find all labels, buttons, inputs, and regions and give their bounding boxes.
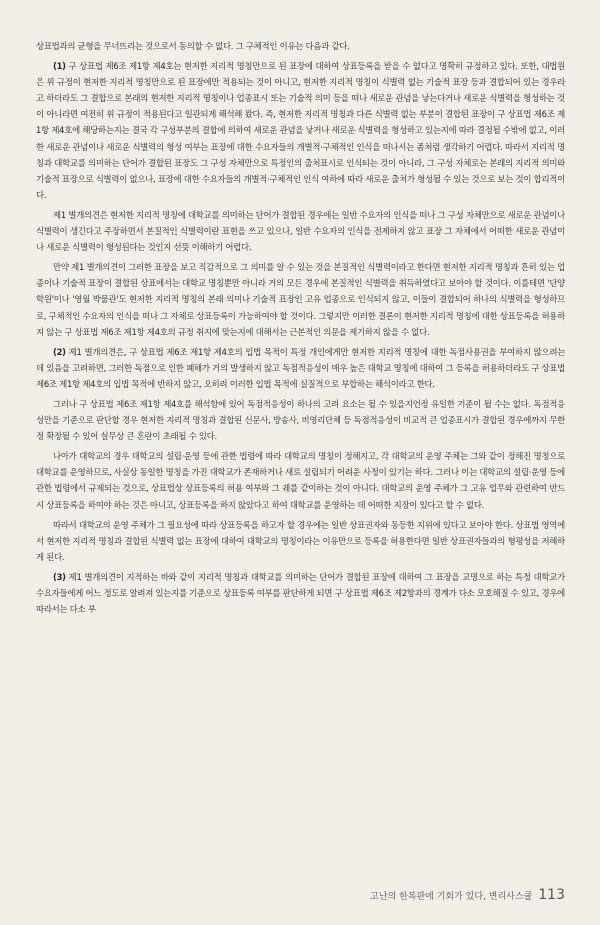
paragraph-text: 나아가 대학교의 경우 대학교의 설립·운영 등에 관한 법령에 따라 대학교의 명칭이 정해지고, 각 대학교의 운영 주체는 그와 같이 정해진 명칭으로 대학교를 운영하므로, 사실상 동일한 명칭을 가진 대학교가 존재하거나 새로 설립되기 어려운 사정이 있기는 하다. 그러나 이는 대학교의 설립·운영 등에 관한 법령에서 규제되는 것으로, 상표법상 상표등록의 허용 여부와 그 궤를 같이하는 것이 아니다. 대학교의 운영 주체가 그 고유 업무와 관련하여 반드시 상표등록을 하여야 하는 것은 아니고, 상표등록을 하지 않았다고 하여 대학교를 운영하는 데 어떠한 지장이 있다고 할 수 없다. (36, 451, 565, 510)
paragraph-5 (36, 344, 565, 392)
paragraph-text: 만약 제1 별개의견이 그러한 표장을 보고 직감적으로 그 의미를 알 수 있는 것을 본질적인 식별력이라고 한다면 현저한 지리적 명칭과 흔히 있는 업종이나 기술적 표장이 결합된 상표에서는 대학교 명칭뿐만 아니라 거의 모든 경우에 본질적인 식별력을 취득하였다고 보아야 할 것이다. 이를테면 '단양 학원'이나 '영월 박물관'도 현저한 지리적 명칭의 본래 의미나 기술적 표장인 고유 업종으로 인식되지 않고, 이들이 결합되어 하나의 식별력을 형성하므로, 구체적인 수요자의 인식을 떠나 그 자체로 상표등록이 가능하여야 할 것이다. 그렇지만 이러한 결론이 현저한 지리적 명칭에 대한 상표등록을 허용하지 않는 구 상표법 제6조 제1항 제4호의 규정 취지에 맞는지에 대해서는 근본적인 의문을 제기하지 않을 수 없다. (36, 262, 565, 337)
body-text (36, 38, 565, 621)
paragraph-7 (36, 448, 565, 512)
page-number: 113 (538, 887, 565, 903)
paragraph-text: 제1 별개의견은 현저한 지리적 명칭에 대학교를 의미하는 단어가 결합된 경우에는 일반 수요자의 인식을 떠나 그 구성 자체만으로 새로운 관념이나 식별력이 생긴다고 주장하면서 본질적인 식별력이란 표현을 쓰고 있으나, 일반 수요자의 인식을 전제하지 않고 표장 그 자체에서 어떠한 새로운 관념이나 새로운 식별력이 형성된다는 것인지 선뜻 이해하기 어렵다. (36, 209, 565, 253)
paragraph-text: 상표법과의 균형을 무너뜨리는 것으로서 동의할 수 없다. 그 구체적인 이유는 다음과 같다. (36, 41, 350, 51)
page-footer (310, 887, 565, 903)
paragraph-9 (36, 569, 565, 617)
paragraph-1 (36, 38, 565, 54)
paragraph-2 (36, 58, 565, 203)
paragraph-6 (36, 396, 565, 444)
paragraph-3 (36, 207, 565, 255)
section-number: (3) (53, 571, 66, 582)
section-number: (1) (53, 61, 66, 72)
paragraph-8 (36, 517, 565, 565)
section-number: (2) (53, 346, 66, 357)
running-title: 고난의 한복판에 기회가 있다, 변리사스쿨 (370, 892, 533, 902)
paragraph-text: 따라서 대학교의 운영 주체가 그 필요성에 따라 상표등록을 하고자 할 경우에는 일반 상표권자와 동등한 지위에 있다고 보아야 한다. 상표법 영역에서 현저한 지리적 명칭과 결합된 식별력 없는 표장에 대하여 대학교의 명칭이라는 이유만으로 등록을 허용한다면 일반 상표권자들과의 형평성을 저해하게 된다. (36, 519, 565, 562)
paragraph-4 (36, 259, 565, 339)
paragraph-text: 제1 별개의견이 지적하는 바와 같이 지리적 명칭과 대학교를 의미하는 단어가 결합된 표장에 대하여 그 표장을 교명으로 하는 특정 대학교가 수요자들에게 어느 정도로 알려져 있는지를 기준으로 상표등록 여부를 판단하게 되면 구 상표법 제6조 제2항과의 경계가 다소 모호해질 수 있고, 경우에 따라서는 다소 부 (36, 571, 565, 615)
paragraph-text: 그러나 구 상표법 제6조 제1항 제4호를 해석함에 있어 독점적응성이 하나의 고려 요소는 될 수 있을지언정 유일한 기준이 될 수는 없다. 독점적응성만을 기준으로 판단할 경우 현저한 지리적 명칭과 결합된 신문사, 방송사, 비영리단체 등 독점적응성이 비교적 큰 업종표시가 결합된 경우에까지 무한정 확장될 수 있어 실무상 큰 혼란이 초래될 수 있다. (36, 398, 565, 442)
paragraph-text: 구 상표법 제6조 제1항 제4호는 현저한 지리적 명칭만으로 된 표장에 대하여 상표등록을 받을 수 없다고 명확히 규정하고 있다. 또한, 대법원은 위 규정이 현저한 지리적 명칭만으로 된 표장에만 적용되는 것이 아니고, 현저한 지리적 명칭이 식별력 없는 기술적 표장 등과 결합되어 있는 경우라고 하더라도 그 결합으로 본래의 현저한 지리적 명칭이나 업종표시 또는 기술적 의미 등을 떠나 새로운 관념을 낳는다거나 새로운 식별력을 형성하는 것이 아니라면 여전히 위 규정이 적용된다고 일관되게 해석해 왔다. 즉, 현저한 지리적 명칭과 다른 식별력 없는 부분이 결합된 표장이 구 상표법 제6조 제1항 제4호에 해당하는지는 결국 각 구성부분의 결합에 의하여 새로운 관념을 낳거나 새로운 식별력을 형성하고 있는지에 따라 결정될 수밖에 없고, 이러한 새로운 관념이나 새로운 식별력의 형성 여부는 표장에 대한 수요자들의 개별적·구체적인 인식을 떠나서는 좀처럼 생각하기 어렵다. 따라서 지리적 명칭과 대학교를 의미하는 단어가 결합된 표장도 그 구성 자체만으로 특정인의 출처표시로 인식되는 것이 아니라, 그 구성 자체로는 본래의 지리적 의미와 기술적 표장으로 식별력이 없으나, 표장에 대한 수요자들의 개별적·구체적인 인식 여하에 따라 새로운 출처가 형성될 수 있는 것으로 보는 것이 합리적이다. (36, 61, 565, 200)
paragraph-text: 제1 별개의견은, 구 상표법 제6조 제1항 제4호의 입법 목적이 특정 개인에게만 현저한 지리적 명칭에 대한 독점사용권을 부여하지 않으려는 데 있음을 고려하면, 그러한 독점으로 인한 폐해가 거의 발생하지 않고 독점적응성이 매우 높은 대학교 명칭에 대하여 그 등록을 허용하더라도 구 상표법 제6조 제1항 제4호의 입법 목적에 반하지 않고, 오히려 이러한 입법 목적에 실질적으로 부합하는 해석이라고 한다. (36, 346, 565, 389)
